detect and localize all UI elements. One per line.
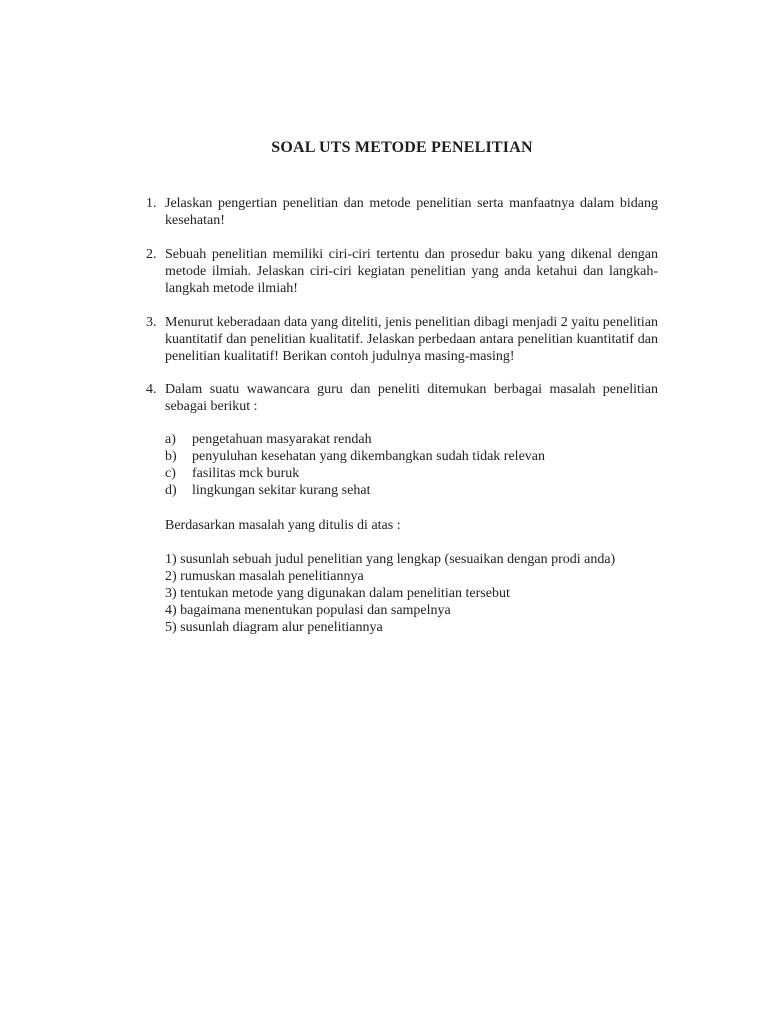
question-number: 3. <box>146 315 157 330</box>
question-list <box>146 195 658 636</box>
question-3 <box>146 314 658 365</box>
question-2 <box>146 246 658 297</box>
problem-letter: a) <box>165 432 176 447</box>
document-title: SOAL UTS METODE PENELITIAN <box>271 139 533 156</box>
question-1 <box>146 195 658 229</box>
question-text: Menurut keberadaan data yang diteliti, jenis penelitian dibagi menjadi 2 yaitu penelitian kuantitatif dan penelitian kualitatif. Jelaskan perbedaan antara penelitian kuantitatif dan penelitian kualitatif! Berikan contoh judulnya masing-masing! <box>165 315 658 364</box>
question-number: 4. <box>146 382 157 397</box>
problem-text: lingkungan sekitar kurang sehat <box>192 483 371 498</box>
question-text: Jelaskan pengertian penelitian dan metode penelitian serta manfaatnya dalam bidang kesehatan! <box>165 196 658 228</box>
task-item: 4) bagaimana menentukan populasi dan sampelnya <box>165 603 451 618</box>
task-list <box>165 551 658 636</box>
task-item: 2) rumuskan masalah penelitiannya <box>165 569 364 584</box>
problem-list <box>165 431 658 499</box>
problem-letter: b) <box>165 449 177 464</box>
problem-letter: c) <box>165 466 176 481</box>
question-text: Sebuah penelitian memiliki ciri-ciri tertentu dan prosedur baku yang dikenal dengan metode ilmiah. Jelaskan ciri-ciri kegiatan penelitian yang anda ketahui dan langkah-langkah metode ilmiah! <box>165 247 658 296</box>
question-4 <box>146 381 658 636</box>
question-number: 2. <box>146 247 157 262</box>
based-on-paragraph: Berdasarkan masalah yang ditulis di atas : <box>165 518 401 533</box>
task-item: 5) susunlah diagram alur penelitiannya <box>165 620 383 635</box>
question-number: 1. <box>146 196 157 211</box>
problem-text: fasilitas mck buruk <box>192 466 300 481</box>
problem-letter: d) <box>165 483 177 498</box>
task-item: 3) tentukan metode yang digunakan dalam penelitian tersebut <box>165 586 510 601</box>
problem-text: pengetahuan masyarakat rendah <box>192 432 372 447</box>
problem-item <box>165 431 658 448</box>
task-item: 1) susunlah sebuah judul penelitian yang lengkap (sesuaikan dengan prodi anda) <box>165 552 616 567</box>
problem-item <box>165 482 658 499</box>
problem-item <box>165 465 658 482</box>
problem-item <box>165 448 658 465</box>
problem-text: penyuluhan kesehatan yang dikembangkan sudah tidak relevan <box>192 449 545 464</box>
question-text: Dalam suatu wawancara guru dan peneliti ditemukan berbagai masalah penelitian sebagai berikut : <box>165 382 658 414</box>
